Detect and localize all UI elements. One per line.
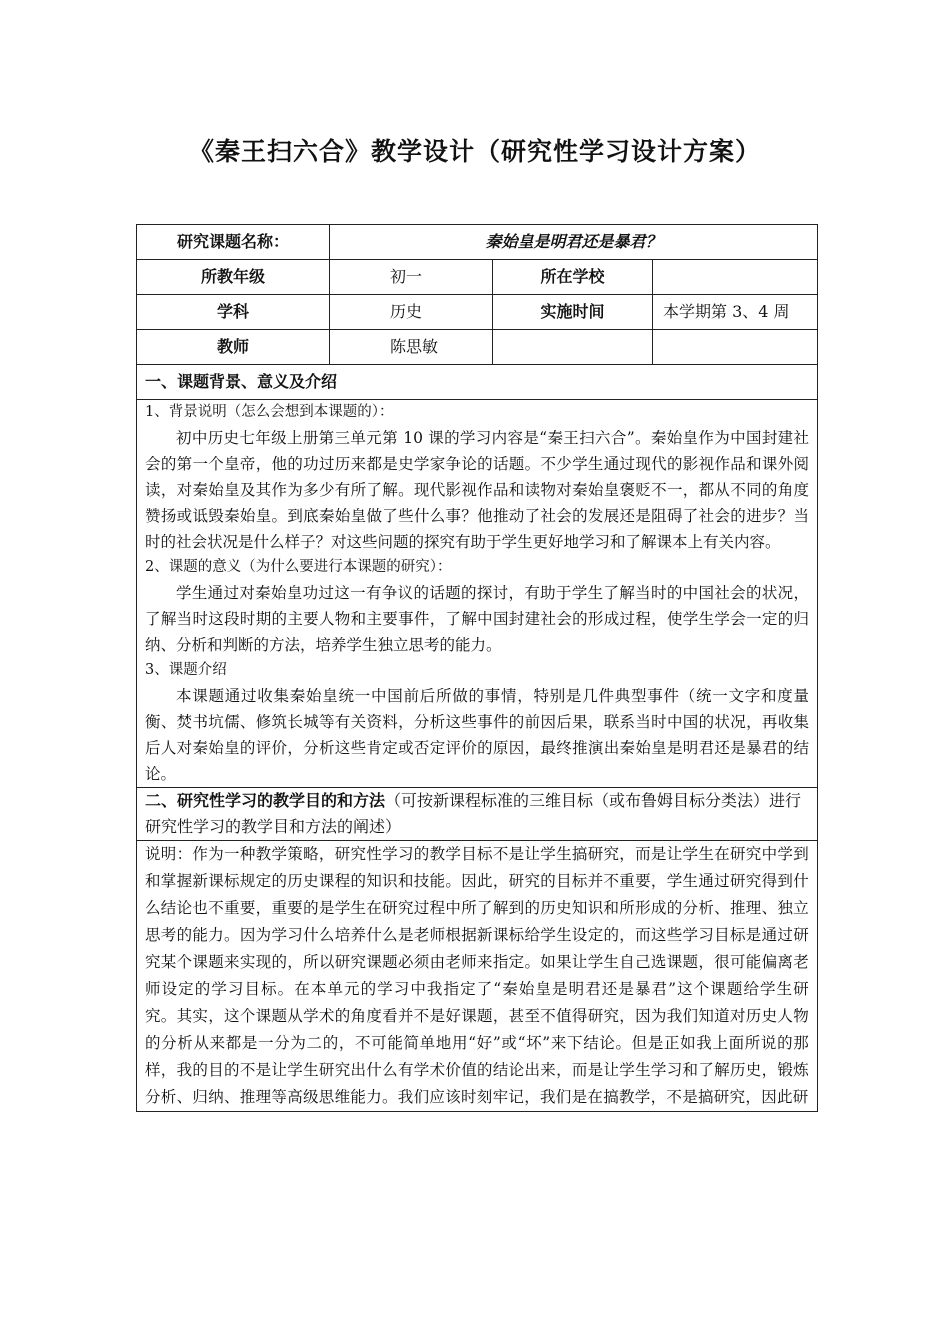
section2-body-row bbox=[137, 841, 818, 1112]
grade-label: 所教年级 bbox=[137, 260, 330, 295]
school-label: 所在学校 bbox=[493, 260, 653, 295]
subject-value: 历史 bbox=[330, 295, 493, 330]
school-value bbox=[653, 260, 818, 295]
background-heading: 1、背景说明（怎么会想到本课题的）： bbox=[145, 404, 394, 420]
section2-heading-note: （可按新课程标准的三维目标（或布鲁姆目标分类法）进行研究性学习的教学目和方法的阐述） bbox=[145, 791, 802, 836]
intro-heading: 3、课题介绍 bbox=[145, 662, 227, 678]
teacher-empty-cell bbox=[493, 330, 653, 365]
section2-paragraph: 说明：作为一种教学策略，研究性学习的教学目标不是让学生搞研究，而是让学生在研究中学到和掌握新课标规定的历史课程的知识和技能。因此，研究的目标并不重要，学生通过研究得到什么结论也不重要，重要的是学生在研究过程中所了解到的历史知识和所形成的分析、推理、独立思考的能力。因为学习什么培养什么是老师根据新课标给学生设定的，而这些学习目标是通过研究某个课题来实现的，所以研究课题必须由老师来指定。如果让学生自己选课题，很可能偏离老师设定的学习目标。在本单元的学习中我指定了“秦始皇是明君还是暴君”这个课题给学生研究。其实，这个课题从学术的角度看并不是好课题，甚至不值得研究，因为我们知道对历史人物的分析从来都是一分为二的，不可能简单地用“好”或“坏”来下结论。但是正如我上面所说的那样，我的目的不是让学生研究出什么有学术价值的结论出来，而是让学生学习和了解历史，锻炼分析、归纳、推理等高级思维能力。我们应该时刻牢记，我们是在搞教学，不是搞研究，因此研 bbox=[145, 845, 810, 1106]
background-paragraph: 初中历史七年级上册第三单元第 10 课的学习内容是“秦王扫六合”。秦始皇作为中国封建社会的第一个皇帝，他的功过历来都是史学家争论的话题。不少学生通过现代的影视作品和课外阅读，对秦始皇及其作为多少有所了解。现代影视作品和读物对秦始皇褒贬不一，都从不同的角度赞扬或诋毁秦始皇。到底秦始皇做了些什么事？他推动了社会的发展还是阻碍了社会的进步？当时的社会状况是什么样子？对这些问题的探究有助于学生更好地学习和了解课本上有关内容。 bbox=[145, 429, 810, 551]
section2-heading: 二、研究性学习的教学目的和方法 bbox=[145, 791, 386, 810]
teacher-value: 陈思敏 bbox=[330, 330, 493, 365]
section1-heading-row bbox=[137, 365, 818, 400]
significance-heading: 2、课题的意义（为什么要进行本课题的研究）： bbox=[145, 559, 452, 575]
section2-heading-row bbox=[137, 788, 818, 841]
topic-row bbox=[137, 225, 818, 260]
section2-body bbox=[137, 841, 818, 1112]
topic-label: 研究课题名称： bbox=[137, 225, 330, 260]
grade-value: 初一 bbox=[330, 260, 493, 295]
section1-heading: 一、课题背景、意义及介绍 bbox=[137, 365, 818, 400]
subject-label: 学科 bbox=[137, 295, 330, 330]
teacher-empty-cell-2 bbox=[653, 330, 818, 365]
significance-paragraph: 学生通过对秦始皇功过这一有争议的话题的探讨，有助于学生了解当时的中国社会的状况，了解当时这段时期的主要人物和主要事件，了解中国封建社会的形成过程，使学生学会一定的归纳、分析和判断的方法，培养学生独立思考的能力。 bbox=[145, 584, 810, 654]
document-title: 《秦王扫六合》教学设计（研究性学习设计方案） bbox=[188, 137, 761, 166]
teacher-label: 教师 bbox=[137, 330, 330, 365]
section1-body bbox=[137, 400, 818, 788]
intro-paragraph: 本课题通过收集秦始皇统一中国前后所做的事情，特别是几件典型事件（统一文字和度量衡、焚书坑儒、修筑长城等有关资料，分析这些事件的前因后果，联系当时中国的状况，再收集后人对秦始皇的评价，分析这些肯定或否定评价的原因，最终推演出秦始皇是明君还是暴君的结论。 bbox=[145, 687, 810, 783]
time-label: 实施时间 bbox=[493, 295, 653, 330]
design-table bbox=[136, 224, 818, 1112]
topic-value: 秦始皇是明君还是暴君？ bbox=[330, 225, 818, 260]
subject-row bbox=[137, 295, 818, 330]
section1-body-row bbox=[137, 400, 818, 788]
section2-heading-cell bbox=[137, 788, 818, 841]
teacher-row bbox=[137, 330, 818, 365]
time-value: 本学期第 3、4 周 bbox=[653, 295, 818, 330]
grade-row bbox=[137, 260, 818, 295]
